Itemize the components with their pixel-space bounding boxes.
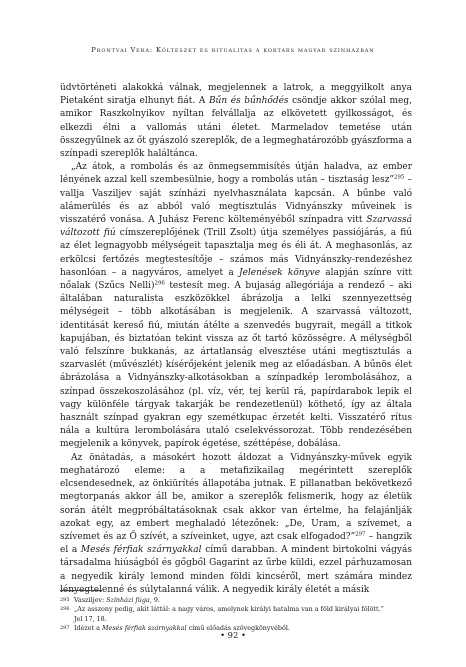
footnote	[60, 596, 412, 605]
paragraph	[60, 82, 412, 161]
italic-title: Színházi fúga,	[106, 596, 152, 604]
text-run: című előadás szövegkönyvéből.	[186, 624, 290, 633]
text-run: alapján színre vitt nőalak (Szűcs Nelli)	[60, 267, 412, 292]
italic-title: Mesés férfiak szárnyakkal	[80, 545, 202, 556]
text-run: – hangzik el a	[60, 531, 412, 556]
text-run: „Az asszony pedig, akit láttál: a nagy város, amelynek királyi hatalma van a föld királyai fölött.”	[74, 605, 384, 614]
text-run: – vallja Vasziljev saját színházi nyelvhasználata kapcsán. A bűnbe való alámerülés és az abból való megtisztulás Vidnyánszky műveinek is visszatérő vonása. A Juhász Ferenc költeményéből színpadra vitt	[60, 175, 412, 226]
footnote	[60, 605, 412, 624]
text-run: „Az átok, a rombolás és az önmegsemmisítés útján haladva, az ember lényének azzal kell szembesülnie, hogy a rombolás után – tisztaság lesz”	[60, 162, 412, 186]
footnote-ref: 295	[394, 174, 405, 181]
footnote-continuation: Jel 17, 18.	[74, 614, 107, 623]
text-run: Vasziljev:	[74, 596, 107, 604]
text-run: testesít meg. A bujaság allegóriája a rendező – aki általában naturalista eszközökkel ábrázolja a lelki szennyezettség mélységeit – több alkotásában is megjelenik. A szarvassá változott, identitását kereső fiú, miután átélte a szenvedés bugyrait, megáll a titkok kapujában, és biztatóan tekint vissza az őt tartó közösségre. A mélységből való felszínre bukkanás, az ártatlanság elvesztése utáni megtisztulás a szarvaslét (művészlét) kísérőjeként jelenik meg az előadásban. A bűnös élet ábrázolása a Vidnyánszky-alkotásokban a színpadkép lerombolásához, a színpad összekoszolásához (pl. víz, vér, tej kerül rá, papírdarabok lepik el vagy különféle tárgyak takarják be rendezetlenül) köthető, így az általa használt színpad gyakran egy szemétkupac érzetét kelti. Visszatérő rítus nála a kultúra lerombolására utaló cselekvéssorozat. Több rendezésében megjelenik a könyvek, papírok égetése, széttépése, dobálása.	[60, 281, 412, 450]
footnote-number: 295	[60, 597, 70, 603]
running-header: Prontvai Vera: Költészet és ritualitás a kortárs magyar színházban	[91, 46, 375, 54]
text-run: címszereplőjének (Trill Zsolt) útja személyes passiójárás, a fiú az élet legnagyobb mélységeit tapasztalja meg és éli át. A meghasonlás, az erkölcsi fertőzés megtestesítője – számos más Vidnyánszky-rendezéshez hasonlóan – a nagyváros, amelyet a	[60, 228, 412, 278]
italic-title: Bűn és bűnhődés	[208, 96, 289, 107]
footnote-ref: 296	[154, 280, 165, 287]
text-run: 9.	[151, 596, 160, 604]
text-run: című darabban. A mindent birtokolni vágyás társadalma hiúságból és gőgből Gagarint az űrbe küldi, ezzel párhuzamosan a negyedik király lemond minden földi kincséről, mert számára mindez lényegtelenné és súlytalanná válik. A negyedik király életét a másik	[60, 545, 412, 595]
footnote-ref: 297	[355, 531, 366, 538]
text-run: Az önátadás, a másokért hozott áldozat a Vidnyánszky-művek egyik meghatározó eleme: a a metafizikailag megérintett szereplők elcsendesednek, az önkiürítés állapotába jutnak. E pillanatban bekövetkező megtorpanás akkor áll be, amikor a szereplők felismerik, hogy az életük során átélt megpróbáltatásoknak csak akkor van értelme, ha felajánlják azokat egy, az embert meghaladó létezőnek: „De, Uram, a szívemet, a szívemet és az Ő szívét, a szíveinket, ugye, azt csak elfogadod?”	[60, 452, 412, 542]
footnote-number: 296	[60, 606, 70, 613]
text-run: üdvtörténeti alakokká válnak, megjelennek a latrok, a meggyilkolt anya Pietaként siratja elhunyt fiát. A	[60, 83, 412, 107]
italic-title: Mesés férfiak szárnyakkal	[102, 624, 187, 633]
paragraph	[60, 161, 412, 451]
page-number: • 92 •	[220, 630, 246, 640]
italic-title: Szarvassá változott fiú	[60, 215, 412, 239]
footnote-separator	[60, 590, 102, 591]
italic-title: Jelenések könyve	[238, 267, 321, 278]
text-run: csöndje akkor szólal meg, amikor Raszkolnyikov nyíltan felvállalja az elkövetett gyilkosságot, és elkezdi élni a vallomás utáni életet. Marmeladov temetése után összegyűlnek az őt gyászoló szereplők, de a legmeghatározóbb gyászforma a színpadi szereplők haláltánca.	[60, 96, 412, 160]
footnote-number: 297	[60, 625, 70, 632]
text-run: Idézet a	[74, 624, 102, 633]
footnotes	[60, 596, 412, 634]
body-text	[60, 82, 412, 597]
paragraph	[60, 452, 412, 597]
